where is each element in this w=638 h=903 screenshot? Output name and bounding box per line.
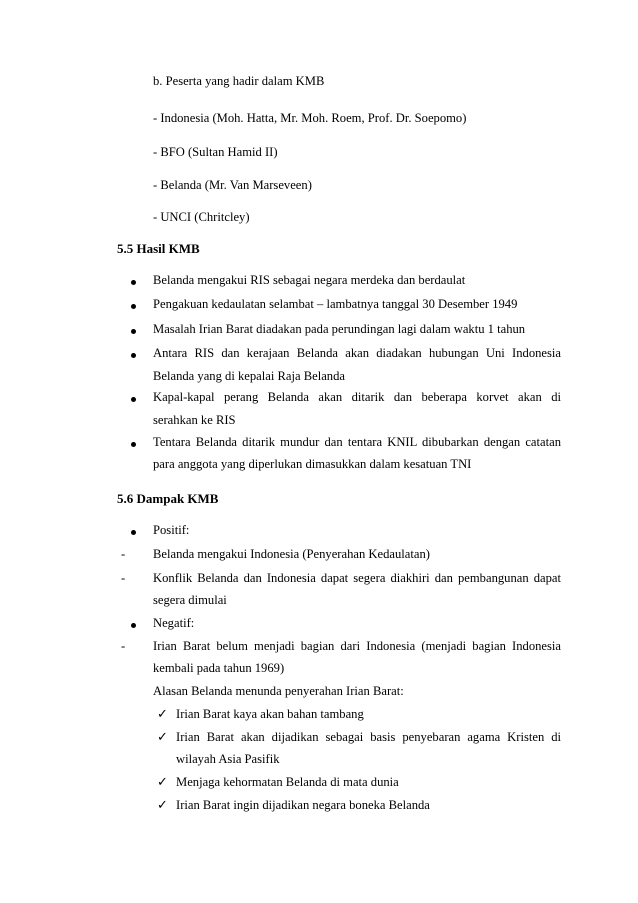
dash-marker: - (121, 571, 126, 585)
hasil-item-4-line-1: Antara RIS dan kerajaan Belanda akan diadakan hubungan Uni Indonesia (153, 346, 561, 360)
hasil-item-1: Belanda mengakui RIS sebagai negara merdeka dan berdaulat (153, 273, 466, 287)
participant-bfo: - BFO (Sultan Hamid II) (153, 145, 278, 159)
alasan-item-4: Irian Barat ingin dijadikan negara boneka Belanda (176, 798, 430, 812)
check-icon: ✓ (157, 707, 168, 722)
dampak-positif-label: Positif: (153, 523, 190, 537)
bullet-icon (131, 623, 136, 628)
dash-marker: - (121, 547, 126, 561)
dampak-negatif-label: Negatif: (153, 616, 195, 630)
check-icon: ✓ (157, 798, 168, 813)
alasan-item-3: Menjaga kehormatan Belanda di mata dunia (176, 775, 399, 789)
positif-item-2-line-1: Konflik Belanda dan Indonesia dapat segera diakhiri dan pembangunan dapat (153, 571, 561, 585)
hasil-item-6-line-2: para anggota yang diperlukan dimasukkan dalam kesatuan TNI (153, 457, 472, 471)
bullet-icon (131, 442, 136, 447)
bullet-icon (131, 353, 136, 358)
bullet-icon (131, 304, 136, 309)
dash-marker: - (121, 639, 126, 653)
check-icon: ✓ (157, 730, 168, 745)
alasan-item-2-line-2: wilayah Asia Pasifik (176, 752, 280, 766)
hasil-item-4-line-2: Belanda yang di kepalai Raja Belanda (153, 369, 345, 383)
bullet-icon (131, 280, 136, 285)
alasan-item-2-line-1: Irian Barat akan dijadikan sebagai basis penyebaran agama Kristen di (176, 730, 561, 744)
alasan-item-1: Irian Barat kaya akan bahan tambang (176, 707, 364, 721)
positif-item-1: Belanda mengakui Indonesia (Penyerahan Kedaulatan) (153, 547, 430, 561)
hasil-item-5-line-2: serahkan ke RIS (153, 413, 236, 427)
participant-indonesia: - Indonesia (Moh. Hatta, Mr. Moh. Roem, Prof. Dr. Soepomo) (153, 111, 467, 125)
check-icon: ✓ (157, 775, 168, 790)
bullet-icon (131, 329, 136, 334)
hasil-item-3: Masalah Irian Barat diadakan pada perundingan lagi dalam waktu 1 tahun (153, 322, 526, 336)
section-heading-hasil: 5.5 Hasil KMB (117, 241, 200, 256)
alasan-label: Alasan Belanda menunda penyerahan Irian Barat: (153, 684, 404, 698)
section-heading-dampak: 5.6 Dampak KMB (117, 491, 219, 506)
negatif-item-1-line-2: kembali pada tahun 1969) (153, 661, 285, 675)
participant-belanda: - Belanda (Mr. Van Marseveen) (153, 178, 312, 192)
bullet-icon (131, 530, 136, 535)
negatif-item-1-line-1: Irian Barat belum menjadi bagian dari Indonesia (menjadi bagian Indonesia (153, 639, 561, 653)
hasil-item-5-line-1: Kapal-kapal perang Belanda akan ditarik dan beberapa korvet akan di (153, 390, 561, 404)
participants-title: b. Peserta yang hadir dalam KMB (153, 74, 325, 88)
participant-unci: - UNCI (Chritcley) (153, 210, 250, 224)
bullet-icon (131, 397, 136, 402)
hasil-item-2: Pengakuan kedaulatan selambat – lambatnya tanggal 30 Desember 1949 (153, 297, 518, 311)
positif-item-2-line-2: segera dimulai (153, 593, 227, 607)
hasil-item-6-line-1: Tentara Belanda ditarik mundur dan tentara KNIL dibubarkan dengan catatan (153, 435, 561, 449)
